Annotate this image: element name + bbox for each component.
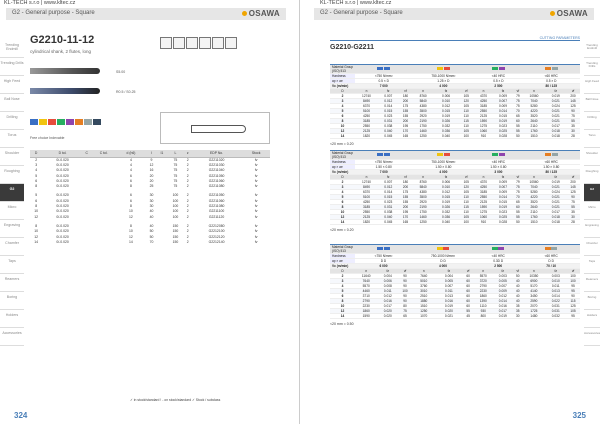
- page-subtitle: cylindrical shank, 2 flutes, long: [30, 49, 92, 54]
- header-subtitle: G2 - General purpose - Square: [320, 10, 403, 16]
- table-row: 8 3185 0.031 200 2190 0.026 115 1590 0.019 60 2640 0.021 55: [330, 205, 580, 210]
- page-number-right: 325: [572, 411, 586, 420]
- sidebar-tab[interactable]: Reamers: [0, 274, 24, 292]
- sidebar-tab[interactable]: Micro: [0, 202, 24, 220]
- sidebar-tab[interactable]: Accessories: [0, 328, 24, 346]
- table-row: 5 0/-0.020 6 30 100 2 G2211050 fv: [35, 193, 258, 198]
- cutting-params-block: Material Group (ISO) 513 Hardness <750 N/mm² 750-1000 N/mm² <40 HRC <60 HRC ap × ae 0.5 × D 1.25 × D 0.5 × D 0.5 × D Vc (m/min) 7 000 4 000 2 500 80 / 125 D n fz vf n fz vf n fz vf n fz vf 2 12740 0.007 180 8760 0.006 105 4370 0.009 79 10560 0.019 200 3 8490 0.012 200 5840 0.010 120 4250 0.007 75 7040 0.021 145 4 6370 0.014 175 4380 0.012 105 3185 0.009 75 5280 0.024 125 5 5100 0.015 155 3500 0.015 110 2550 0.014 70 4220 0.021 90 6 4250 0.023 155 2920 0.019 110 2125 0.015 65 3520 0.021 75 8 3185 0.031 200 2190 0.026 115 1590 0.019 60 2640 0.021 55 10 2550 0.038 195 1750 0.032 110 1275 0.023 55 2110 0.017 35 12 2125 0.040 170 1460 0.036 105 1060 0.025 55 1760 0.018 30 14 1820 0.045 165 1250 0.040 100 910 0.028 50 1510 0.018 28: [330, 64, 580, 139]
- table-row: 10 0/-0.020 10 40 100 2 G2211100 fv: [34, 209, 258, 214]
- table-row: 2 11640 0.004 90 7640 0.004 60 5570 0.003 50 10350 0.003 100: [330, 274, 580, 279]
- column-header: Stock: [242, 150, 270, 157]
- sidebar-tab[interactable]: Shoulder: [0, 148, 24, 166]
- table-row: 4 6370 0.014 175 4380 0.012 105 3185 0.009 75 5280 0.024 125: [330, 190, 580, 195]
- table-row: 5 5100 0.015 155 3500 0.015 110 2550 0.014 70 4220 0.021 90: [330, 109, 580, 114]
- table-row: 10 2550 0.038 195 1750 0.032 110 1275 0.023 55 2110 0.017 35: [330, 210, 580, 215]
- header-subtitle: G2 - General purpose - Square: [12, 10, 95, 16]
- table-row: 12 1860 0.020 75 1250 0.020 55 930 0.017 35 1725 0.031 105: [330, 309, 580, 314]
- sidebar-tab[interactable]: Taps: [0, 256, 24, 274]
- table-row: 2 0/-0.020 4 9 75 2 G2211020 fv: [35, 157, 258, 162]
- table-row: 6 0/-0.020 6 20 75 2 G2211060 fv: [35, 178, 258, 183]
- brand-logo: OSAWA: [242, 9, 280, 18]
- table-row: 14 1820 0.045 165 1250 0.040 100 910 0.028 50 1510 0.018 28: [330, 220, 580, 225]
- table-row: 12 0/-0.020 12 40 100 2 G2211120 fv: [34, 214, 258, 219]
- sidebar-tab[interactable]: Ball Nose: [584, 94, 600, 112]
- sidebar-tab[interactable]: High Feed: [0, 76, 24, 94]
- sidebar-tab[interactable]: Trending Endmill: [584, 40, 600, 58]
- sidebar-tab[interactable]: G2: [584, 184, 600, 202]
- column-header: EDP No.: [191, 150, 243, 157]
- sidebar-tab[interactable]: Reamers: [584, 274, 600, 292]
- params-title: G2210-G2211: [330, 44, 374, 51]
- table-row: 14 1820 0.045 165 1250 0.040 100 910 0.028 50 1510 0.018 28: [330, 134, 580, 139]
- cylinder-icon: [160, 37, 172, 49]
- column-header: C: [83, 150, 91, 157]
- block-footnote: <20 mm = 0.20: [330, 142, 354, 146]
- logo-icon: [242, 11, 247, 16]
- material-chips: [30, 112, 102, 140]
- sidebar-tab[interactable]: Roughing: [584, 166, 600, 184]
- cutting-params-block: Material Group (ISO) 513 Hardness <750 N/mm² 750-1000 N/mm² <40 HRC <60 HRC ap × ae D D D D 0.3D D D D Vc (m/min) 6 000 4 000 2 500 70 / 10 D n fz vf n fz vf n fz vf n fz vf 2 11640 0.004 90 7640 0.004 60 5570 0.003 50 10350 0.003 100 3 7640 0.006 90 5010 0.005 60 3720 0.005 40 6900 0.010 100 4 5570 0.008 90 3760 0.007 60 2790 0.007 40 5170 0.011 95 5 4460 0.011 100 3010 0.011 60 2230 0.009 40 4140 0.013 95 6 3710 0.012 90 2510 0.013 60 1860 0.012 40 3450 0.014 90 8 2790 0.016 90 1880 0.016 60 1390 0.014 40 2590 0.022 115 10 2230 0.017 80 1510 0.019 60 1110 0.016 35 2070 0.031 125 12 1860 0.020 75 1250 0.020 55 930 0.017 35 1725 0.031 105 14 1590 0.020 65 1070 0.021 45 800 0.019 30 1480 0.032 95: [330, 244, 580, 319]
- sidebar-tab[interactable]: Trending Drills: [584, 58, 600, 76]
- sidebar-tab[interactable]: Accessories: [584, 328, 600, 346]
- sidebar-tab[interactable]: Holders: [0, 310, 24, 328]
- table-row: 12 2125 0.040 170 1460 0.036 105 1060 0.025 55 1760 0.018 30: [330, 215, 580, 220]
- angle-icon: [225, 37, 237, 49]
- column-header: L: [166, 150, 184, 157]
- table-row: 10 2550 0.038 195 1750 0.032 110 1275 0.023 55 2110 0.017 35: [330, 124, 580, 129]
- table-row: 4 0/-0.020 4 16 75 2 G2211040 fv: [35, 168, 258, 173]
- block-footnote: <20 mm = 0.20: [330, 228, 354, 232]
- brand-logo: OSAWA: [550, 9, 588, 18]
- table-row: 6 0/-0.020 6 30 100 2 G2211060 fv: [35, 198, 258, 203]
- column-header: D tol.: [42, 150, 83, 157]
- tool-label-1: S5.00: [116, 70, 126, 74]
- sidebar-tab[interactable]: Shoulder: [584, 148, 600, 166]
- table-row: 3 0/-0.020 4 12 75 2 G2211030 fv: [35, 162, 258, 167]
- tolerance-icon: [199, 37, 211, 49]
- table-row: 12 2125 0.040 170 1460 0.036 105 1060 0.025 55 1760 0.018 30: [330, 129, 580, 134]
- table-row: 5 5100 0.015 155 3500 0.015 110 2550 0.014 70 4220 0.021 90: [330, 195, 580, 200]
- right-page: [300, 0, 600, 424]
- sidebar-tab[interactable]: Torus: [0, 130, 24, 148]
- page-number-left: 324: [14, 411, 28, 420]
- table-row: 14 1590 0.020 65 1070 0.021 45 800 0.019 30 1480 0.032 95: [330, 314, 580, 319]
- sidebar-right: [584, 40, 600, 346]
- table-row: 4 5570 0.008 90 3760 0.007 60 2790 0.007 40 5170 0.011 95: [330, 284, 580, 289]
- flute-icon: [173, 37, 185, 49]
- tool-image-2: [30, 88, 100, 94]
- table-row: 6 3710 0.012 90 2510 0.013 60 1860 0.012 40 3450 0.014 90: [330, 294, 580, 299]
- sidebar-tab[interactable]: Chamfer: [584, 238, 600, 256]
- tool-image-1: [30, 68, 100, 74]
- site-link[interactable]: KL-TECH s.r.o | www.kltec.cz: [4, 0, 76, 6]
- materials-label: Free choice Indexable: [30, 136, 65, 140]
- column-header: z: [185, 150, 191, 157]
- table-row: 5 4460 0.011 100 3010 0.011 60 2230 0.009 40 4140 0.013 95: [330, 289, 580, 294]
- section-bar: CUTTING PARAMETERS: [330, 36, 580, 41]
- table-row: 14 0/-0.020 14 70 150 2 G2212140 fv: [34, 239, 258, 244]
- sidebar-left: [0, 40, 24, 346]
- block-footnote: <20 mm = 0.50: [330, 322, 354, 326]
- sidebar-tab[interactable]: Trending Drills: [0, 58, 24, 76]
- logo-icon: [550, 11, 555, 16]
- sidebar-tab[interactable]: Torus: [584, 130, 600, 148]
- column-header: l1: [158, 150, 167, 157]
- table-row: 8 0/-0.020 8 40 150 2 G2212080 fv: [35, 223, 258, 228]
- page-title: G2210-11-12: [30, 34, 95, 46]
- column-header: d (h6): [117, 150, 146, 157]
- table-row: 8 0/-0.020 8 30 100 2 G2211080 fv: [35, 204, 258, 209]
- table-row: 10 0/-0.020 10 50 150 2 G2212100 fv: [34, 229, 258, 234]
- sidebar-tab[interactable]: Trending Endmill: [0, 40, 24, 58]
- sidebar-tab[interactable]: High Feed: [584, 76, 600, 94]
- table-row: 8 3185 0.031 200 2190 0.026 115 1590 0.019 60 2640 0.021 55: [330, 119, 580, 124]
- table-row: 5 0/-0.020 6 20 75 2 G2211050 fv: [35, 173, 258, 178]
- column-header: l: [145, 150, 157, 157]
- table-row: 2 12740 0.007 180 8760 0.006 105 4370 0.009 79 10560 0.019 200: [330, 94, 580, 99]
- cutting-params-block: Material Group (ISO) 513 Hardness <750 N/mm² 750-1000 N/mm² <40 HRC <60 HRC ap × ae 1.50 × 0.80 1.50 × 0.80 1.50 × 0.80 1.50 × 0.80 Vc (m/min) 7 000 4 000 3 000 80 / 125 D n fz vf n fz vf n fz vf n fz vf 2 12740 0.007 180 8760 0.006 105 4370 0.009 79 10560 0.019 200 3 8490 0.012 200 5840 0.010 120 4250 0.007 75 7040 0.021 145 4 6370 0.014 175 4380 0.012 105 3185 0.009 75 5280 0.024 125 5 5100 0.015 155 3500 0.015 110 2550 0.014 70 4220 0.021 90 6 4250 0.023 155 2920 0.019 110 2125 0.015 65 3520 0.021 75 8 3185 0.031 200 2190 0.026 115 1590 0.019 60 2640 0.021 55 10 2550 0.038 195 1750 0.032 110 1275 0.023 55 2110 0.017 35 12 2125 0.040 170 1460 0.036 105 1060 0.025 55 1760 0.018 30 14 1820 0.045 165 1250 0.040 100 910 0.028 50 1510 0.018 28: [330, 150, 580, 225]
- column-header: C tol.: [91, 150, 117, 157]
- table-row: 6 4250 0.023 155 2920 0.019 110 2125 0.015 65 3520 0.021 75: [330, 200, 580, 205]
- sidebar-tab[interactable]: Drilling: [0, 112, 24, 130]
- site-link[interactable]: KL-TECH s.r.o | www.kltec.cz: [320, 0, 392, 6]
- sidebar-tab[interactable]: Roughing: [0, 166, 24, 184]
- sidebar-tab[interactable]: Ball Nose: [0, 94, 24, 112]
- sidebar-tab[interactable]: Engraving: [0, 220, 24, 238]
- table-row: 6 4250 0.023 155 2920 0.019 110 2125 0.015 65 3520 0.021 75: [330, 114, 580, 119]
- table-row: 10 2230 0.017 80 1510 0.019 60 1110 0.016 35 2070 0.031 125: [330, 304, 580, 309]
- table-row: 3 8490 0.012 200 5840 0.010 120 4250 0.007 75 7040 0.021 145: [330, 185, 580, 190]
- page-header: [314, 8, 594, 20]
- tool-label-2: R0.5 / S0.25: [116, 90, 136, 94]
- sidebar-tab[interactable]: Chamfer: [0, 238, 24, 256]
- table-row: 8 2790 0.016 90 1880 0.016 60 1390 0.014 40 2590 0.022 115: [330, 299, 580, 304]
- coating-icon: [186, 37, 198, 49]
- table-row: 12 0/-0.020 12 50 150 2 G2212120 fv: [34, 234, 258, 239]
- column-header: D: [30, 150, 42, 157]
- page-header: [6, 8, 286, 20]
- feature-icons: [160, 36, 238, 54]
- sidebar-tab[interactable]: Taps: [584, 256, 600, 274]
- sidebar-tab[interactable]: Boring: [0, 292, 24, 310]
- table-row: 3 8490 0.012 200 5840 0.010 120 4250 0.007 75 7040 0.021 145: [330, 99, 580, 104]
- table-row: 3 7640 0.006 90 5010 0.005 60 3720 0.005 40 6900 0.010 100: [330, 279, 580, 284]
- sidebar-tab[interactable]: Boring: [584, 292, 600, 310]
- table-row: 4 6370 0.014 175 4380 0.012 105 3185 0.009 75 5280 0.024 125: [330, 104, 580, 109]
- sidebar-tab[interactable]: Drilling: [584, 112, 600, 130]
- dimension-table: [30, 150, 270, 244]
- sidebar-tab[interactable]: Engraving: [584, 220, 600, 238]
- sidebar-tab[interactable]: Holders: [584, 310, 600, 328]
- table-row: 8 0/-0.020 8 25 75 2 G2211080 fv: [35, 184, 258, 189]
- tool-diagram: [160, 112, 270, 144]
- sidebar-tab[interactable]: G2: [0, 184, 24, 202]
- shank-icon: [212, 37, 224, 49]
- table-row: 2 12740 0.007 180 8760 0.006 105 4370 0.009 79 10560 0.019 200: [330, 180, 580, 185]
- sidebar-tab[interactable]: Micro: [584, 202, 600, 220]
- stock-legend: ✓ in stock/standard ! - on stock/standard ✓ Stock / subclass: [130, 398, 221, 402]
